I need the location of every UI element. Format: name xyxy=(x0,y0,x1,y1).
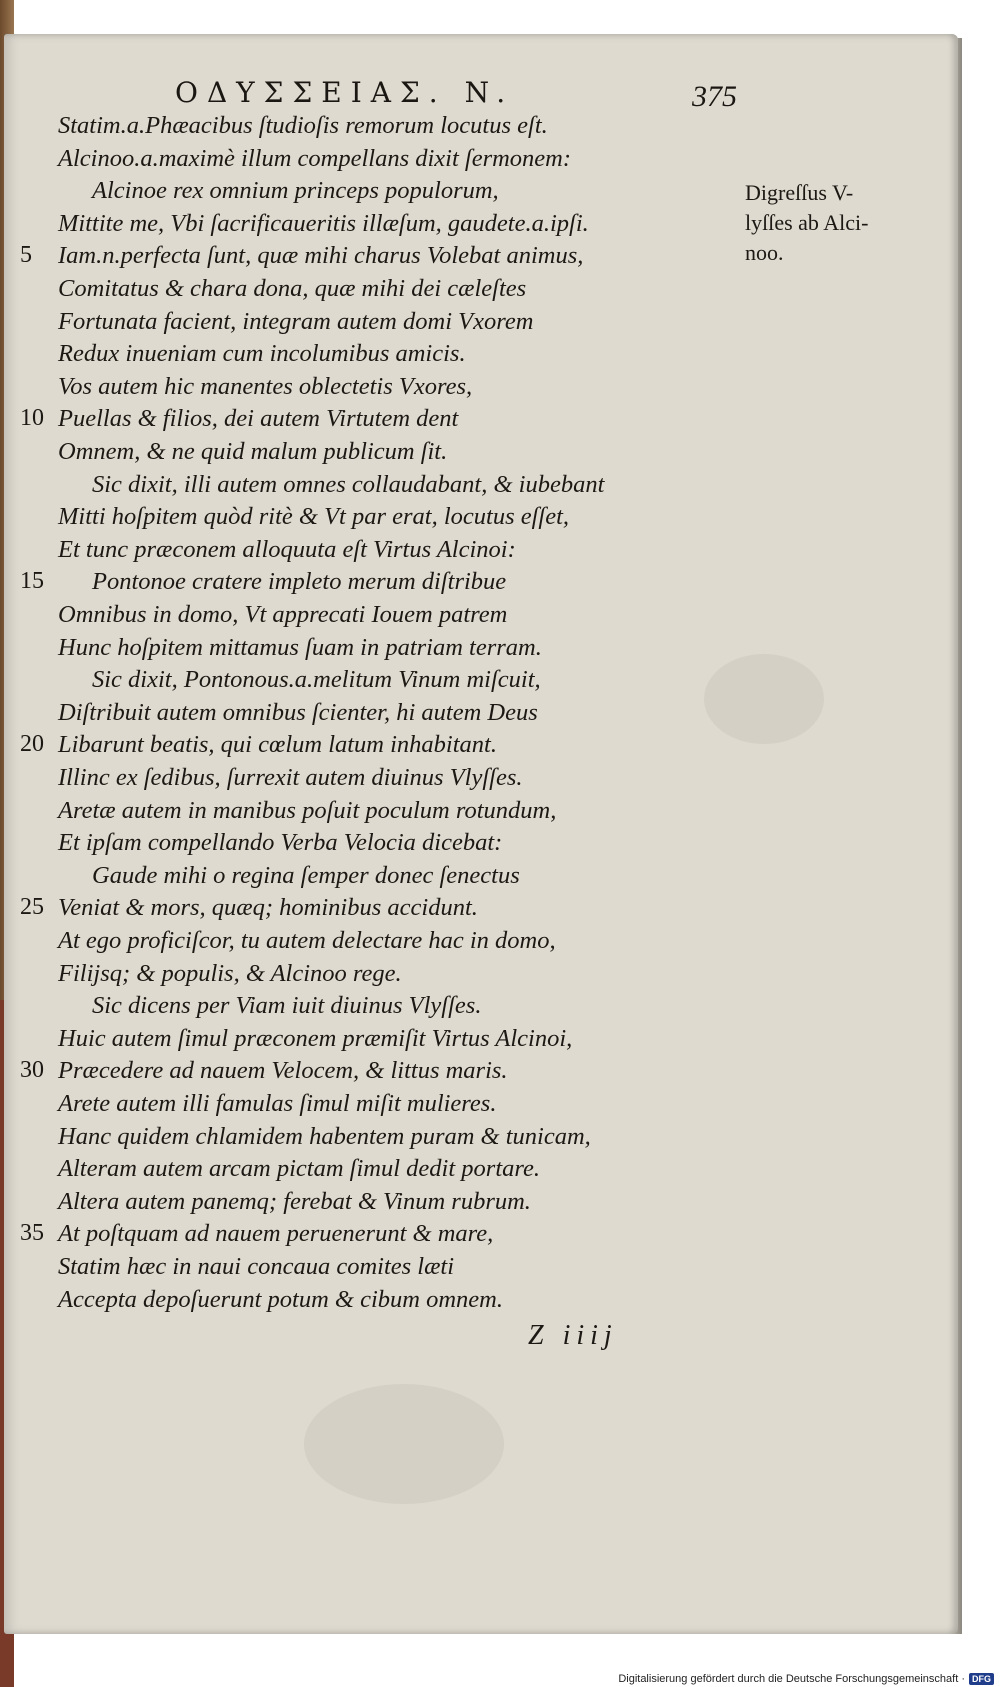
verse-line: Fortunata facient, integram autem domi Vxorem xyxy=(58,307,534,335)
verse-line: Illinc ex ſedibus, ſurrexit autem diuinus Vlyſſes. xyxy=(58,764,523,791)
marginal-note-line: Digreſſus V- xyxy=(745,180,854,205)
marginal-note xyxy=(745,178,925,268)
verse-line: Statim.a.Phæacibus ſtudioſis remorum locutus eſt. xyxy=(58,112,548,139)
line-number: 25 xyxy=(20,894,44,921)
verse-line: Redux inueniam cum incolumibus amicis. xyxy=(58,340,466,368)
verse-line: Filijsq; & populis, & Alcinoo rege. xyxy=(58,959,402,987)
line-number: 30 xyxy=(20,1057,44,1084)
verse-line: Diſtribuit autem omnibus ſcienter, hi autem Deus xyxy=(58,698,538,726)
line-number: 10 xyxy=(20,405,44,432)
verse-line: Et ipſam compellando Verba Velocia dicebat: xyxy=(58,829,503,857)
verse-line: Libarunt beatis, qui cœlum latum inhabitant. xyxy=(58,731,497,759)
line-number: 15 xyxy=(20,568,44,595)
verse-line: Omnem, & ne quid malum publicum ſit. xyxy=(58,438,448,465)
verse-line: Puellas & filios, dei autem Virtutem dent xyxy=(58,405,459,433)
verse-line: Alcinoe rex omnium princeps populorum, xyxy=(92,177,499,205)
verse-line: Omnibus in domo, Vt apprecati Iouem patrem xyxy=(58,601,508,628)
verse-line: Sic dicens per Viam iuit diuinus Vlyſſes. xyxy=(92,992,482,1020)
verse-line: Arete autem illi famulas ſimul miſit mulieres. xyxy=(58,1090,497,1117)
line-number: 5 xyxy=(20,242,32,269)
marginal-note-line: noo. xyxy=(745,240,784,265)
line-number: 35 xyxy=(20,1220,44,1247)
verse-line: Iam.n.perfecta ſunt, quæ mihi charus Volebat animus, xyxy=(58,242,584,270)
verse-line: Hanc quidem chlamidem habentem puram & tunicam, xyxy=(58,1122,591,1150)
verse-line: Pontonoe cratere impleto merum diſtribue xyxy=(92,568,507,596)
verse-line: Hunc hoſpitem mittamus ſuam in patriam terram. xyxy=(58,633,542,661)
verse-line: Accepta depoſuerunt potum & cibum omnem. xyxy=(58,1285,503,1313)
verse-line: Præcedere ad nauem Velocem, & littus maris. xyxy=(58,1057,508,1085)
verse-line: Huic autem ſimul præconem præmiſit Virtus Alcinoi, xyxy=(58,1024,573,1052)
digitization-footer xyxy=(618,1673,994,1685)
verse-line: Comitatus & chara dona, quæ mihi dei cæleſtes xyxy=(58,275,527,302)
footer-text: Digitalisierung gefördert durch die Deutsche Forschungsgemeinschaft · xyxy=(618,1673,965,1685)
verse-line: Mittite me, Vbi ſacrificaueritis illæſum, gaudete.a.ipſi. xyxy=(58,209,589,237)
verse-line: At poſtquam ad nauem peruenerunt & mare, xyxy=(58,1220,494,1248)
verse-line: Statim hæc in naui concaua comites læti xyxy=(58,1253,455,1280)
line-number: 20 xyxy=(20,731,44,758)
marginal-note-line: lyſſes ab Alci- xyxy=(745,210,869,235)
verse-line: Et tunc præconem alloquuta eſt Virtus Alcinoi: xyxy=(58,535,516,563)
running-header: ΟΔΥΣΣΕΙΑΣ. N. xyxy=(175,76,515,109)
verse-line: Alteram autem arcam pictam ſimul dedit portare. xyxy=(58,1155,540,1183)
page-number: 375 xyxy=(692,80,737,113)
verse-line: At ego proficiſcor, tu autem delectare hac in domo, xyxy=(58,927,556,954)
verse-line: Veniat & mors, quæq; hominibus accidunt. xyxy=(58,894,478,922)
verse-line: Aretæ autem in manibus poſuit poculum rotundum, xyxy=(58,796,557,824)
verse-line: Sic dixit, illi autem omnes collaudabant, & iubebant xyxy=(92,470,605,498)
verse-line: Gaude mihi o regina ſemper donec ſenectus xyxy=(92,861,520,889)
verse-line: Mitti hoſpitem quòd ritè & Vt par erat, locutus eſſet, xyxy=(58,503,570,531)
verse-line: Alcinoo.a.maximè illum compellans dixit ſermonem: xyxy=(58,144,572,172)
verse-line: Vos autem hic manentes oblectetis Vxores, xyxy=(58,372,473,400)
verse-line: Sic dixit, Pontonous.a.melitum Vinum miſcuit, xyxy=(92,666,541,694)
verse-line: Altera autem panemq; ferebat & Vinum rubrum. xyxy=(58,1187,531,1215)
dfg-logo-icon: DFG xyxy=(969,1673,994,1685)
signature-mark: Z iiij xyxy=(528,1320,618,1351)
